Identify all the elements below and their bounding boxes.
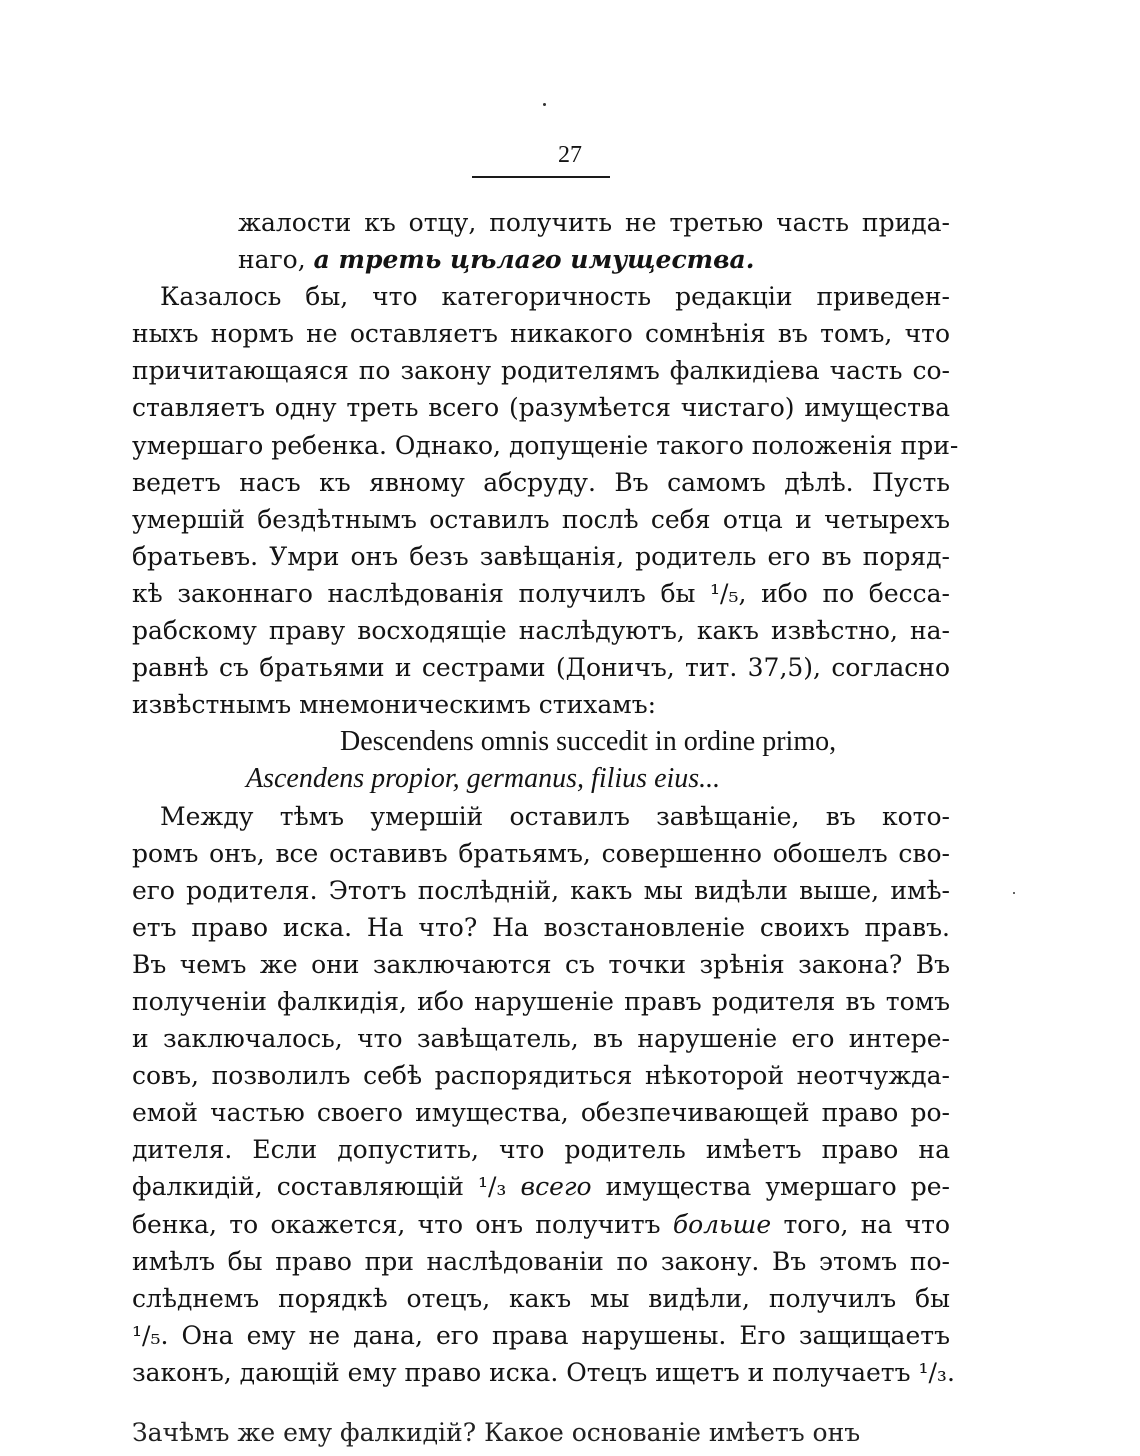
text-line: слѣднемъ порядкѣ отецъ, какъ мы видѣли, получилъ бы — [132, 1283, 950, 1313]
text-line: бенка, то окажется, что онъ получитъ больше того, на что — [132, 1209, 950, 1239]
text-line: фалкидій, составляющій ¹/₃ всего имущества умершаго ре- — [132, 1172, 950, 1202]
text-line: рабскому праву восходящіе наслѣдуютъ, какъ извѣстно, на- — [132, 616, 950, 646]
text-line: ставляетъ одну треть всего (разумѣется чистаго) имущества — [132, 393, 950, 423]
verse-line-1: Descendens omnis succedit in ordine primo, — [340, 726, 837, 758]
text-line: ¹/₅. Она ему не дана, его права нарушены. Его защищаетъ — [132, 1320, 950, 1350]
page-number: 27 — [558, 142, 582, 168]
cut-off-line-text: Зачѣмъ же ему фалкидій? Какое основаніе имѣетъ онъ — [132, 1418, 861, 1447]
text-line: законъ, дающій ему право иска. Отецъ ищетъ и получаетъ ¹/₃. — [132, 1357, 955, 1387]
text-line: етъ право иска. На что? На возстановленіе своихъ правъ. — [132, 912, 950, 942]
text-line: Казалось бы, что категоричность редакціи приведен- — [160, 282, 950, 312]
text-line: жалости къ отцу, получить не третью часть прида- — [238, 208, 950, 237]
text-line: его родителя. Этотъ послѣдній, какъ мы видѣли выше, имѣ- — [132, 875, 950, 905]
text-line: извѣстнымъ мнемоническимъ стихамъ: — [132, 690, 657, 720]
text-line: братьевъ. Умри онъ безъ завѣщанія, родитель его въ поряд- — [132, 541, 950, 571]
text-line: ведетъ насъ къ явному абсруду. Въ самомъ дѣлѣ. Пусть — [132, 467, 950, 497]
text-line: причитающаяся по закону родителямъ фалкидіева часть со- — [132, 356, 950, 386]
verse-line-2: Ascendens propior, germanus, filius eius... — [246, 763, 721, 795]
page-number-rule — [472, 176, 610, 178]
text-line: равнѣ съ братьями и сестрами (Доничъ, тит. 37,5), согласно — [132, 653, 950, 683]
text-line: совъ, позволилъ себѣ распорядиться нѣкоторой неотчужда- — [132, 1061, 950, 1091]
text-line: Между тѣмъ умершій оставилъ завѣщаніе, въ кото- — [160, 801, 950, 831]
text-line: ромъ онъ, все оставивъ братьямъ, совершенно обошелъ сво- — [132, 838, 950, 868]
text-line: дителя. Если допустить, что родитель имѣетъ право на — [132, 1135, 950, 1165]
text-line: Въ чемъ же они заключаются съ точки зрѣнія закона? Въ — [132, 949, 950, 979]
text-line: умершаго ребенка. Однако, допущеніе такого положенія при- — [132, 430, 959, 460]
text-line: кѣ законнаго наслѣдованія получилъ бы ¹/₅, ибо по бесса- — [132, 578, 950, 608]
text-line: полученіи фалкидія, ибо нарушеніе правъ родителя въ томъ — [132, 986, 950, 1016]
text-line: имѣлъ бы право при наслѣдованіи по закону. Въ этомъ по- — [132, 1246, 950, 1276]
body-text — [132, 204, 959, 1391]
speck-top — [543, 103, 546, 106]
text-line: емой частью своего имущества, обезпечивающей право ро- — [132, 1098, 950, 1128]
cut-off-line — [132, 1418, 950, 1456]
text-line: ныхъ нормъ не оставляетъ никакого сомнѣнія въ томъ, что — [132, 319, 950, 349]
speck-right — [1013, 892, 1015, 894]
text-line: и заключалось, что завѣщатель, въ нарушеніе его интере- — [132, 1024, 950, 1054]
text-line: наго, а треть цѣлаго имущества. — [238, 245, 755, 275]
text-line: умершій бездѣтнымъ оставилъ послѣ себя отца и четырехъ — [132, 504, 950, 534]
